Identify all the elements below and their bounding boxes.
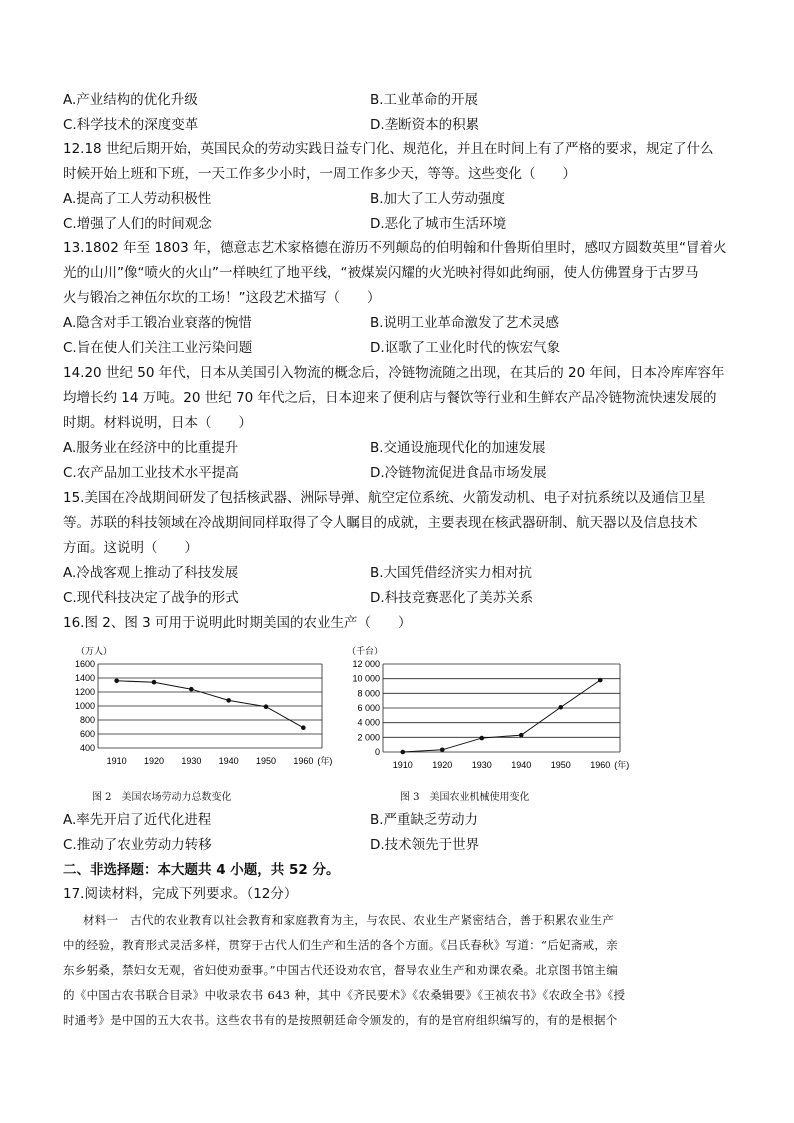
q12-option-a: A.提高了工人劳动积极性 <box>63 191 212 207</box>
chart3-series-line <box>403 680 601 752</box>
chart3-data-point <box>479 736 484 741</box>
q11-option-b: B.工业革命的开展 <box>370 92 479 108</box>
chart2-y-tick-label: 400 <box>79 743 95 753</box>
chart3-x-tick-label: 1910 <box>392 760 413 770</box>
q12-stem-line2: 时候开始上班和下班，一天工作多少小时，一周工作多少天，等等。这些变化（ ） <box>63 166 576 182</box>
q14-stem-line3: 时期。材料说明，日本（ ） <box>63 415 252 431</box>
figure-3-machinery-chart <box>345 642 645 774</box>
chart3-data-point <box>558 705 563 710</box>
q13-stem-line3: 火与锻冶之神伍尔坎的工场！”这段艺术描写（ ） <box>63 290 381 306</box>
chart3-series <box>400 678 602 754</box>
chart2-data-point <box>189 687 194 692</box>
q11-option-a: A.产业结构的优化升级 <box>63 92 198 108</box>
chart2-y-tick-label: 1400 <box>74 673 95 683</box>
chart3-x-axis <box>393 759 630 770</box>
chart2-y-tick-label: 1200 <box>74 687 95 697</box>
q15-option-d: D.科技竞赛恶化了美苏关系 <box>370 590 534 606</box>
q17-material-line1: 材料一 古代的农业教育以社会教育和家庭教育为主，与农民、农业生产紧密结合，善于积累农业生产 <box>83 913 614 927</box>
chart3-y-tick-label: 6 000 <box>357 703 380 713</box>
q14-option-b: B.交通设施现代化的加速发展 <box>370 440 546 456</box>
q17-material-line2: 中的经验，教育形式灵活多样，贯穿于古代人们生产和生活的各个方面。《吕氏春秋》写道：“后妃斋戒，亲 <box>63 938 619 952</box>
q12-stem-line1: 12.18 世纪后期开始，英国民众的劳动实践日益专门化、规范化，并且在时间上有了严格的要求，规定了什么 <box>63 141 714 157</box>
q15-option-a: A.冷战客观上推动了科技发展 <box>63 565 239 581</box>
figure-2-labor-chart <box>60 642 350 774</box>
chart2-x-axis <box>107 755 333 766</box>
chart2-series-line <box>117 681 304 728</box>
chart3-data-point <box>598 678 603 683</box>
chart3-data-point <box>519 733 524 738</box>
chart2-y-tick-label: 800 <box>79 715 95 725</box>
chart2-x-tick-label: 1930 <box>181 756 202 766</box>
section-2-title: 二、非选择题：本大题共 4 小题，共 52 分。 <box>63 862 340 878</box>
chart2-x-tick-label: 1920 <box>143 756 165 766</box>
q16-stem: 16.图 2、图 3 可用于说明此时期美国的农业生产（ ） <box>63 615 412 631</box>
chart3-grid <box>383 664 620 752</box>
q16-option-b: B.严重缺乏劳动力 <box>370 812 479 828</box>
q14-stem-line2: 均增长约 14 万吨。20 世纪 70 年代之后，日本迎来了便利店与餐饮等行业和生鲜农产品冷链物流快速发展的 <box>63 390 717 406</box>
chart2-x-tick-label: 1950 <box>255 756 277 766</box>
q13-option-a: A.隐含对手工锻冶业衰落的惋惜 <box>63 315 252 331</box>
q11-option-d: D.垄断资本的积累 <box>370 117 480 133</box>
q15-option-b: B.大国凭借经济实力相对抗 <box>370 565 533 581</box>
q15-option-c: C.现代科技决定了战争的形式 <box>63 590 239 606</box>
q15-stem-line3: 方面。这说明（ ） <box>63 540 198 556</box>
q14-option-a: A.服务业在经济中的比重提升 <box>63 440 239 456</box>
chart3-y-tick-label: 2 000 <box>357 732 380 743</box>
chart3-data-point <box>400 750 405 755</box>
q14-option-c: C.农产品加工业技术水平提高 <box>63 465 239 481</box>
q15-stem-line2: 等。苏联的科技领域在冷战期间同样取得了令人瞩目的成就，主要表现在核武器研制、航天器以及信息技术 <box>63 515 698 531</box>
q12-option-d: D.恶化了城市生活环境 <box>370 216 507 232</box>
chart2-y-axis <box>75 659 95 753</box>
chart3-x-tick-label: 1920 <box>432 760 453 770</box>
q17-material-line5: 时通考》是中国的五大农书。这些农书有的是按照朝廷命令颁发的，有的是官府组织编写的，有的是根据个 <box>63 1013 618 1027</box>
chart2-y-tick-label: 1000 <box>74 701 95 711</box>
q13-option-d: D.讴歌了工业化时代的恢宏气象 <box>370 340 561 356</box>
chart3-data-point <box>440 748 445 753</box>
chart3-y-tick-label: 0 <box>374 747 380 757</box>
q14-stem-line1: 14.20 世纪 50 年代，日本从美国引入物流的概念后，冷链物流随之出现，在其后的 20 年间，日本冷库库容年 <box>63 365 725 381</box>
q13-option-b: B.说明工业革命激发了艺术灵感 <box>370 315 560 331</box>
q16-option-d: D.技术领先于世界 <box>370 837 480 853</box>
chart3-y-tick-label: 10 000 <box>352 673 380 684</box>
q13-stem-line2: 光的山川”像“喷火的火山”一样映红了地平线，“被煤炭闪耀的火光映衬得如此绚丽，使人仿佛置身于古罗马 <box>63 265 699 281</box>
chart3-x-tick-label: 1930 <box>471 760 492 770</box>
chart2-data-point <box>114 679 119 684</box>
chart3-x-tick-label: 1940 <box>511 760 532 770</box>
chart2-ylabel: （万人） <box>76 646 113 656</box>
chart3-x-tick-label: 1960 <box>590 760 611 770</box>
chart2-data-point <box>301 725 306 730</box>
q13-stem-line1: 13.1802 年至 1803 年，德意志艺术家格德在游历不列颠岛的伯明翰和什鲁斯伯里时，感叹方圆数英里“冒着火 <box>63 240 727 256</box>
chart2-x-unit: (年) <box>317 756 333 766</box>
chart2-y-tick-label: 1600 <box>74 659 95 669</box>
chart2-x-tick-label: 1910 <box>106 756 127 766</box>
chart3-y-tick-label: 8 000 <box>357 688 380 699</box>
chart3-y-tick-label: 12 000 <box>352 659 380 669</box>
q11-option-c: C.科学技术的深度变革 <box>63 117 199 133</box>
chart3-x-unit: (年) <box>614 760 630 770</box>
chart2-x-tick-label: 1960 <box>293 756 314 766</box>
q17-material-line3: 东乡躬桑，禁妇女无观，省妇使劝蚕事。”中国古代还设劝农官，督导农业生产和劝课农桑。北京图书馆主编 <box>63 963 619 977</box>
chart3-ylabel: （千台） <box>347 646 384 656</box>
q17-stem: 17.阅读材料，完成下列要求。（12分） <box>63 886 298 902</box>
chart3-x-tick-label: 1950 <box>550 760 571 770</box>
chart2-data-point <box>226 698 231 703</box>
q14-option-d: D.冷链物流促进食品市场发展 <box>370 465 547 481</box>
chart2-data-point <box>264 704 269 709</box>
figure-2-caption: 图 2 美国农场劳动力总数变化 <box>92 792 232 803</box>
chart3-y-tick-label: 4 000 <box>357 717 380 728</box>
chart2-y-tick-label: 600 <box>79 729 95 739</box>
q12-option-b: B.加大了工人劳动强度 <box>370 191 506 207</box>
q12-option-c: C.增强了人们的时间观念 <box>63 216 212 232</box>
q16-option-a: A.率先开启了近代化进程 <box>63 812 212 828</box>
figure-3-caption: 图 3 美国农业机械使用变化 <box>400 792 530 803</box>
chart3-y-axis <box>352 659 380 757</box>
chart2-grid <box>98 664 322 748</box>
q17-material-line4: 的《中国古农书联合目录》中收录农书 643 种，其中《齐民要术》《农桑辑要》《王祯农书》《农政全书》《授 <box>63 988 626 1002</box>
chart2-series <box>114 679 305 731</box>
q13-option-c: C.旨在使人们关注工业污染问题 <box>63 340 253 356</box>
chart2-x-tick-label: 1940 <box>218 756 239 766</box>
chart2-data-point <box>152 680 157 685</box>
q16-option-c: C.推动了农业劳动力转移 <box>63 837 212 853</box>
q15-stem-line1: 15.美国在冷战期间研发了包括核武器、洲际导弹、航空定位系统、火箭发动机、电子对抗系统以及通信卫星 <box>63 490 706 506</box>
